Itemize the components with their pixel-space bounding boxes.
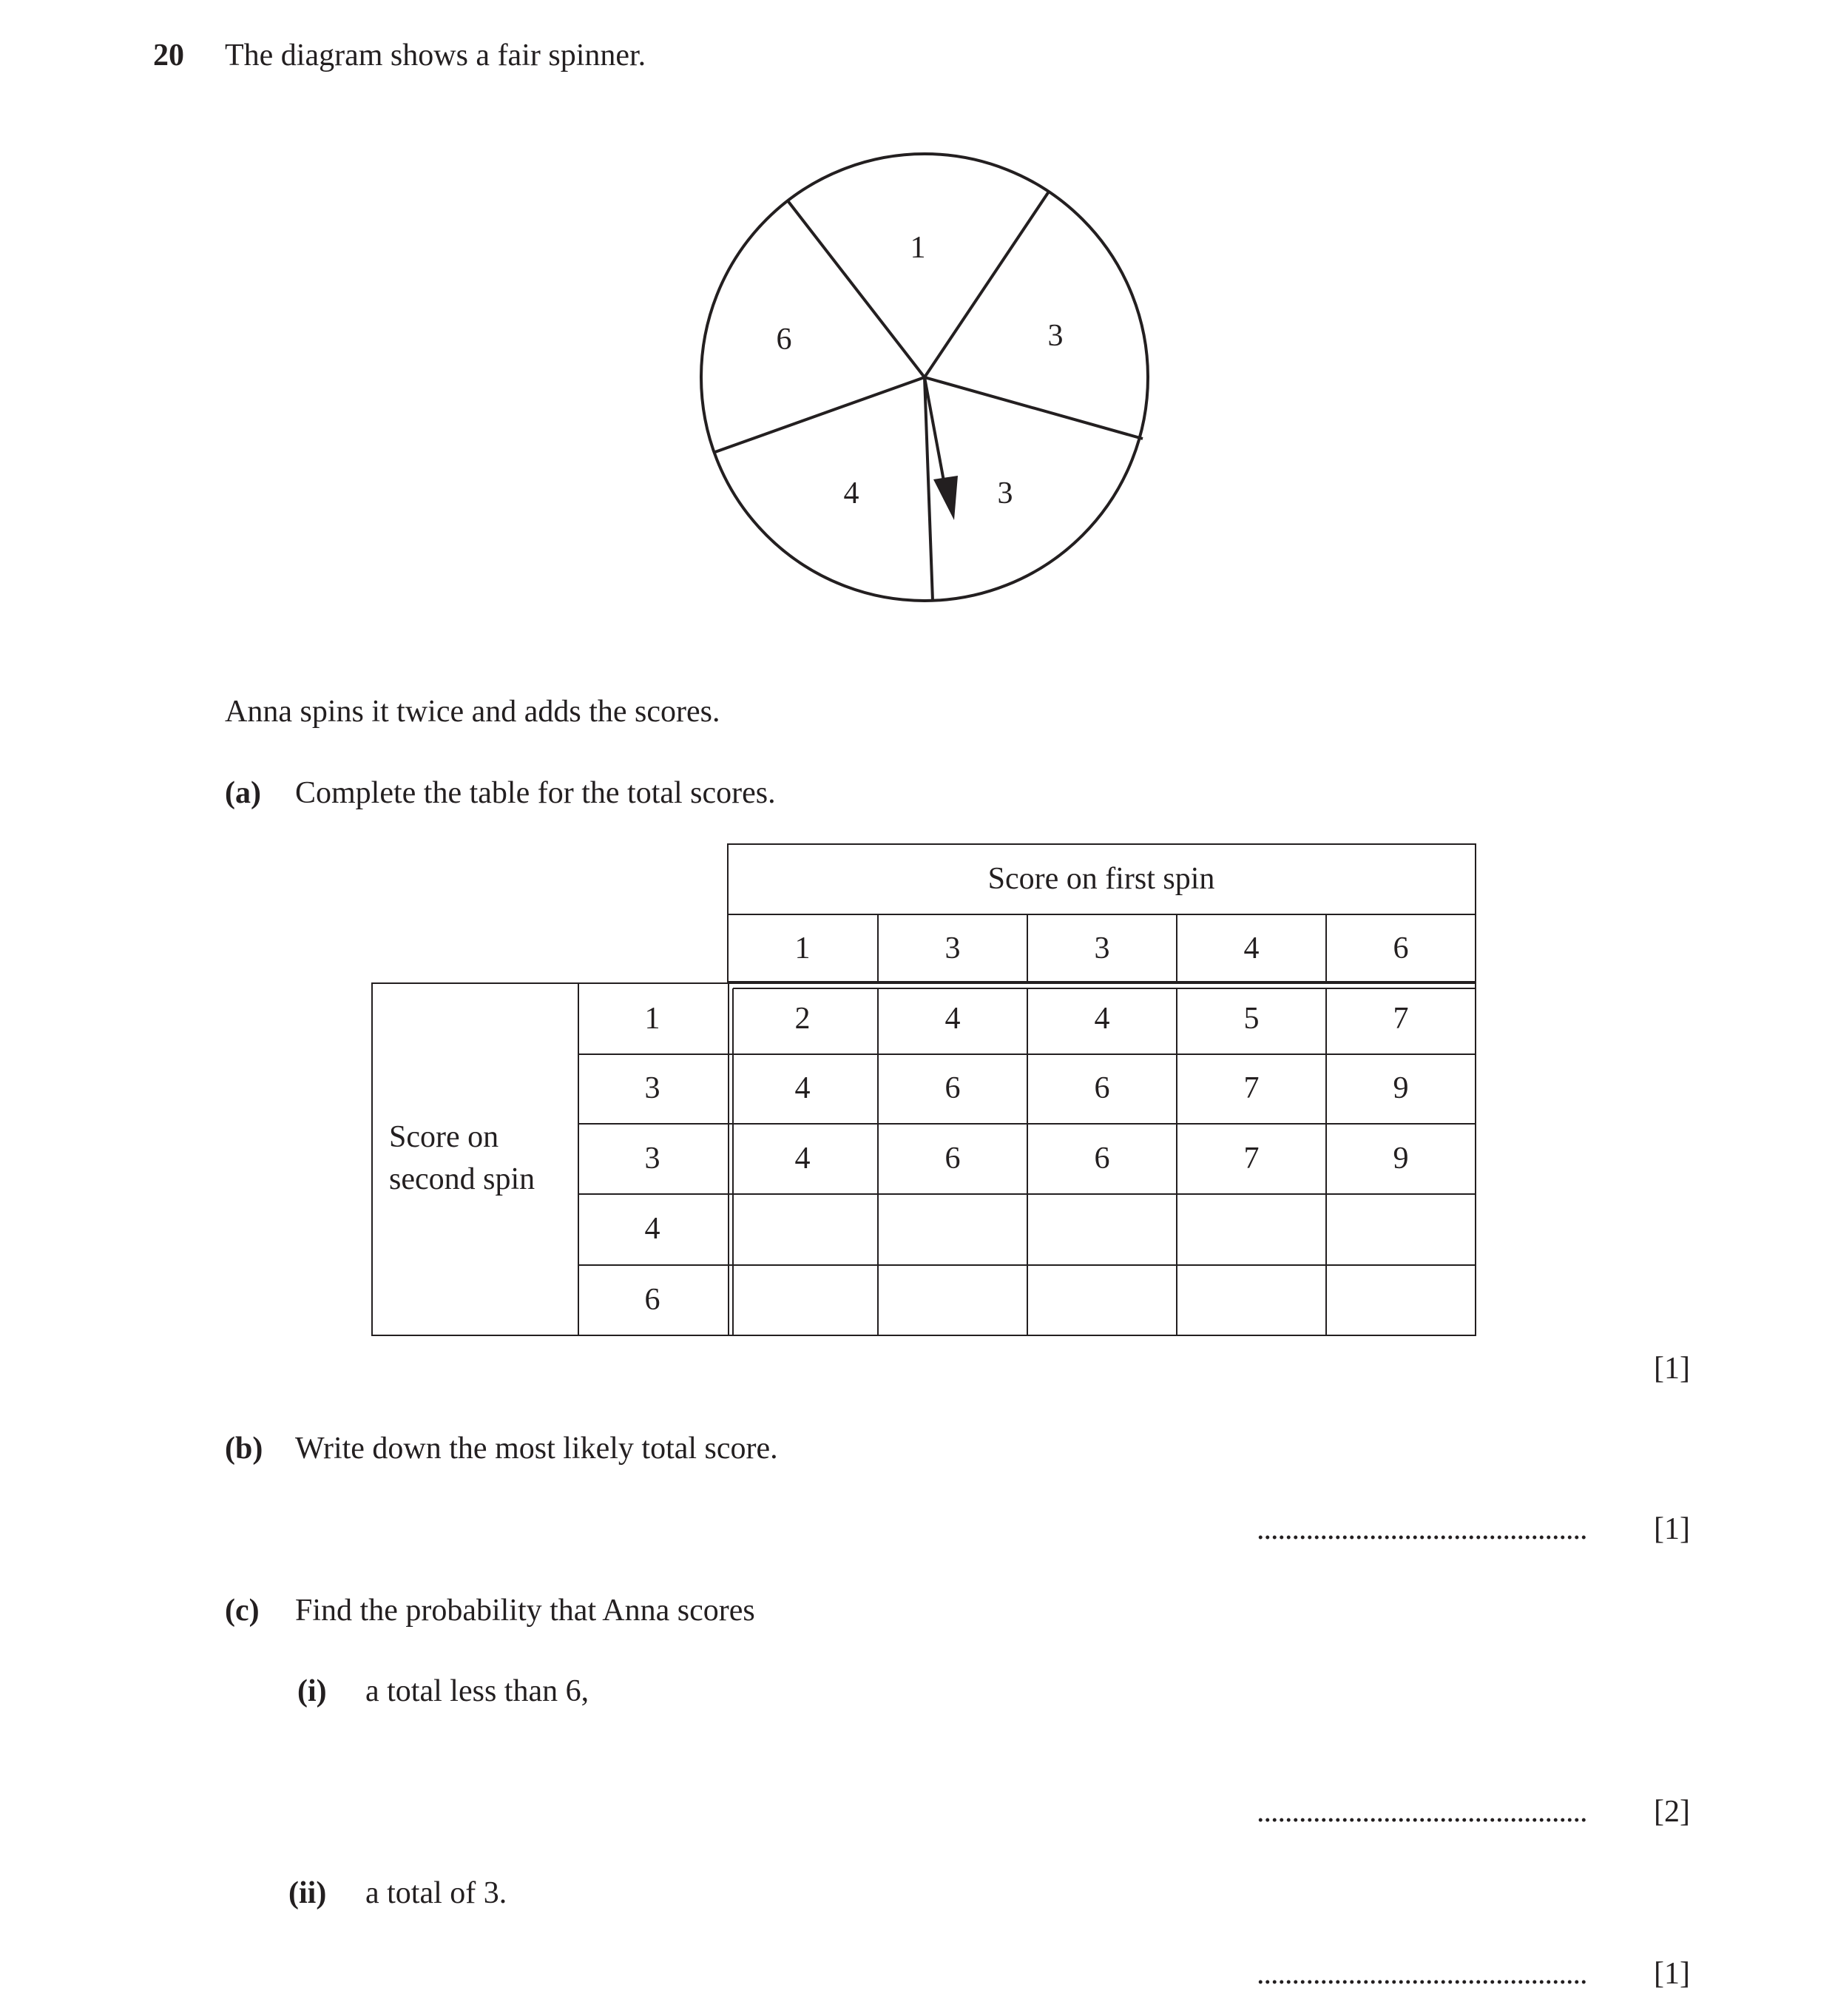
table-cell: 7 [1393, 1002, 1409, 1036]
second-spin-value: 6 [644, 1283, 660, 1317]
part-c-ii-marks: [1] [1654, 1957, 1690, 1991]
first-spin-value: 1 [794, 931, 811, 965]
question-number: 20 [153, 38, 184, 73]
first-spin-value: 6 [1393, 931, 1409, 965]
part-b-marks: [1] [1654, 1512, 1690, 1546]
sector-label: 3 [997, 476, 1013, 510]
part-c-i-label: (i) [297, 1674, 327, 1708]
table-cell: 6 [1094, 1142, 1110, 1176]
part-c-ii-text: a total of 3. [365, 1876, 507, 1910]
part-c-text: Find the probability that Anna scores [295, 1594, 755, 1628]
part-b-answer-line[interactable]: ............................................... [1257, 1512, 1587, 1546]
first-spin-value: 3 [944, 931, 961, 965]
second-spin-value: 3 [644, 1071, 660, 1105]
part-c-label: (c) [225, 1594, 260, 1628]
part-c-i-answer-line[interactable]: ............................................... [1257, 1795, 1587, 1829]
second-spin-header: Score on [389, 1120, 499, 1154]
table-cell: 7 [1243, 1142, 1260, 1176]
second-spin-value: 3 [644, 1142, 660, 1176]
second-spin-value: 4 [644, 1212, 660, 1246]
part-a-text: Complete the table for the total scores. [295, 776, 776, 810]
part-a-label: (a) [225, 776, 261, 810]
question-context: Anna spins it twice and adds the scores. [225, 695, 720, 729]
table-cell: 6 [944, 1142, 961, 1176]
table-cell: 7 [1243, 1071, 1260, 1105]
table-cell: 5 [1243, 1002, 1260, 1036]
second-spin-value: 1 [644, 1002, 660, 1036]
table-cell: 4 [794, 1142, 811, 1176]
table-cell: 9 [1393, 1071, 1409, 1105]
table-cell: 2 [794, 1002, 811, 1036]
question-intro: The diagram shows a fair spinner. [225, 38, 646, 73]
first-spin-value: 3 [1094, 931, 1110, 965]
part-c-i-text: a total less than 6, [365, 1674, 589, 1708]
table-cell: 9 [1393, 1142, 1409, 1176]
first-spin-value: 4 [1243, 931, 1260, 965]
table-cell: 6 [1094, 1071, 1110, 1105]
sector-label: 1 [910, 231, 926, 265]
part-b-text: Write down the most likely total score. [295, 1432, 778, 1466]
part-c-ii-label: (ii) [288, 1876, 327, 1910]
table-cell: 4 [944, 1002, 961, 1036]
sector-label: 3 [1047, 319, 1064, 353]
sector-label: 6 [776, 323, 792, 357]
second-spin-header: second spin [389, 1162, 535, 1196]
part-a-marks: [1] [1654, 1352, 1690, 1386]
part-b-label: (b) [225, 1432, 263, 1466]
table-cell: 4 [1094, 1002, 1110, 1036]
table-cell: 6 [944, 1071, 961, 1105]
first-spin-header: Score on first spin [987, 862, 1215, 896]
table-cell: 4 [794, 1071, 811, 1105]
part-c-i-marks: [2] [1654, 1795, 1690, 1829]
sector-label: 4 [843, 476, 859, 510]
part-c-ii-answer-line[interactable]: ............................................... [1257, 1957, 1587, 1991]
